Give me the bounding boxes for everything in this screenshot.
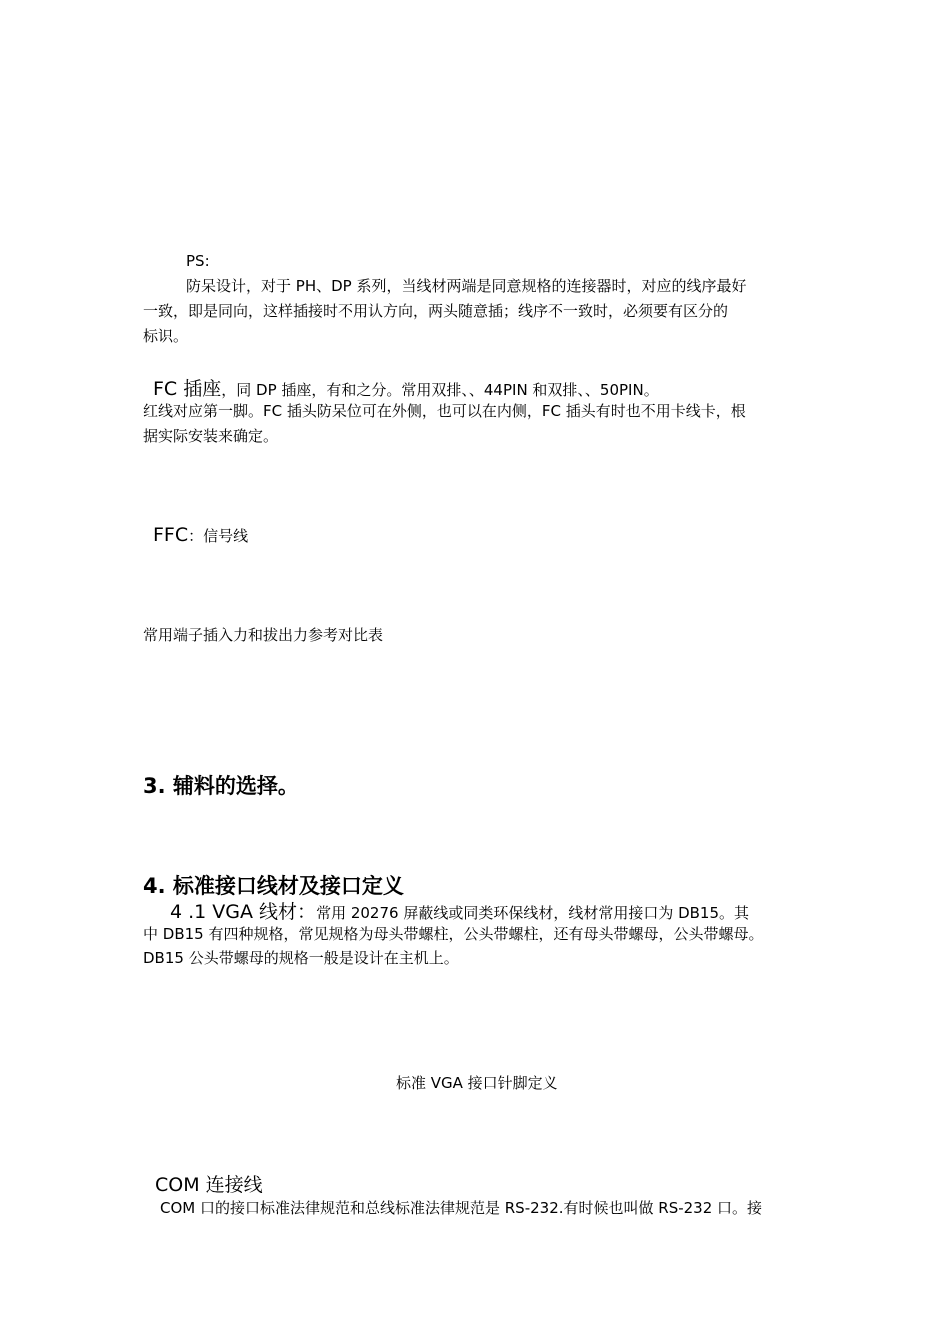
- vga-subsection-text: 常用 20276 屏蔽线或同类环保线材，线材常用接口为 DB15。其: [316, 904, 750, 922]
- vga-paragraph-line: 中 DB15 有四种规格，常见规格为母头带螺柱，公头带螺柱，还有母头带螺母，公头带螺母。: [143, 925, 764, 943]
- terminal-table-caption: 常用端子插入力和拔出力参考对比表: [143, 626, 384, 644]
- ps-paragraph-line: 一致，即是同向，这样插接时不用认方向，两头随意插；线序不一致时，必须要有区分的: [143, 302, 729, 320]
- fc-paragraph-line: 红线对应第一脚。FC 插头防呆位可在外侧，也可以在内侧，FC 插头有时也不用卡线卡，根: [143, 402, 746, 420]
- ps-paragraph-line: 防呆设计，对于 PH、DP 系列，当线材两端是同意规格的连接器时，对应的线序最好: [186, 277, 747, 295]
- vga-paragraph-line: DB15 公头带螺母的规格一般是设计在主机上。: [143, 949, 459, 967]
- vga-subsection-line: [170, 897, 749, 925]
- ps-label: PS:: [186, 252, 210, 270]
- fc-title-rest: ，同 DP 插座，有和之分。常用双排、、44PIN 和双排、、50PIN。: [221, 381, 659, 399]
- com-title: COM 连接线: [155, 1174, 263, 1196]
- section-4-heading: 4. 标准接口线材及接口定义: [143, 874, 404, 898]
- ps-paragraph-line: 标识。: [143, 327, 189, 345]
- section-3-heading: 3. 辅料的选择。: [143, 774, 299, 798]
- ffc-title-line: [153, 524, 248, 548]
- fc-title-line: [153, 374, 659, 402]
- com-paragraph-line: COM 口的接口标准法律规范和总线标准法律规范是 RS-232.有时候也叫做 RS-232 口。接: [160, 1199, 763, 1217]
- ffc-title-rest: ：信号线: [188, 527, 249, 545]
- ffc-title: FFC: [153, 524, 189, 546]
- vga-pinout-caption: 标准 VGA 接口针脚定义: [396, 1074, 558, 1092]
- fc-paragraph-line: 据实际安装来确定。: [143, 427, 279, 445]
- vga-subsection-label: 4 .1 VGA 线材：: [170, 901, 317, 923]
- fc-title: FC 插座: [153, 378, 222, 400]
